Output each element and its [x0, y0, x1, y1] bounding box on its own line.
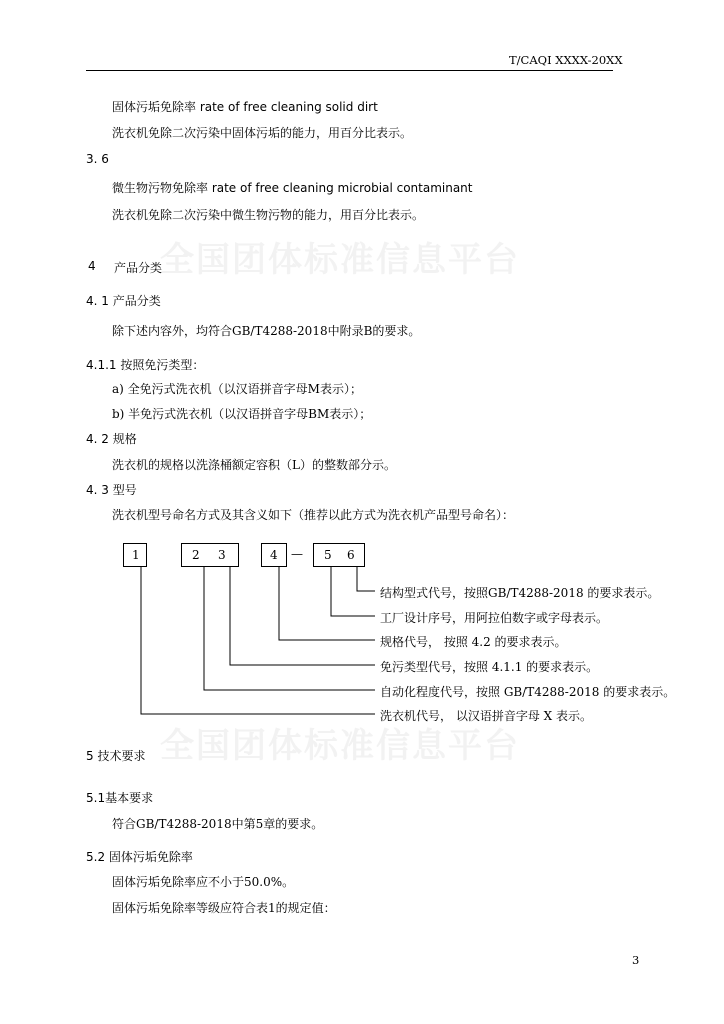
diagram-label-structure: 结构型式代号，按照GB/T4288-2018 的要求表示。: [380, 586, 660, 600]
heading-5: 5 技术要求: [86, 749, 146, 763]
diagram-label-type: 免污类型代号，按照 4.1.1 的要求表示。: [380, 660, 599, 674]
text-5-2-b: 固体污垢免除率等级应符合表1的规定值：: [112, 901, 336, 915]
page-number: 3: [632, 953, 640, 967]
heading-5-2: 5.2 固体污垢免除率: [86, 850, 193, 864]
list-item-a: a) 全免污式洗衣机（以汉语拼音字母M表示）；: [112, 382, 362, 396]
section-number-4: 4: [88, 259, 96, 273]
text-4-1: 除下述内容外，均符合GB/T4288-2018中附录B的要求。: [112, 324, 421, 338]
diagram-label-spec: 规格代号， 按照 4.2 的要求表示。: [380, 635, 567, 649]
diagram-label-washer: 洗衣机代号， 以汉语拼音字母 X 表示。: [380, 709, 592, 723]
diagram-box-4-label-b: 6: [347, 548, 355, 562]
text-5-1: 符合GB/T4288-2018中第5章的要求。: [112, 817, 324, 831]
heading-4-2: 4. 2 规格: [86, 432, 137, 446]
diagram-box-4-label-a: 5: [324, 548, 332, 562]
term-3-5: 固体污垢免除率 rate of free cleaning solid dirt: [112, 100, 378, 114]
section-title-4: 产品分类: [114, 261, 163, 275]
watermark-bottom: 全国团体标准信息平台: [160, 726, 520, 766]
header-code: T/CAQI XXXX-20XX: [509, 53, 623, 67]
diagram-box-3-label: 4: [270, 548, 278, 562]
text-4-2: 洗衣机的规格以洗涤桶额定容积（L）的整数部分示。: [112, 458, 396, 472]
definition-3-5: 洗衣机免除二次污染中固体污垢的能力，用百分比表示。: [112, 126, 413, 140]
definition-3-6: 洗衣机免除二次污染中微生物污物的能力，用百分比表示。: [112, 208, 425, 222]
section-number-3-6: 3. 6: [86, 152, 109, 166]
list-item-b: b) 半免污式洗衣机（以汉语拼音字母BM表示）；: [112, 407, 372, 421]
diagram-box-3: [261, 543, 287, 567]
text-5-2-a: 固体污垢免除率应不小于50.0%。: [112, 875, 295, 889]
diagram-box-2-label-a: 2: [192, 548, 200, 562]
diagram-label-factory: 工厂设计序号，用阿拉伯数字或字母表示。: [380, 611, 609, 625]
diagram-box-1-label: 1: [132, 548, 140, 562]
diagram-label-automation: 自动化程度代号，按照 GB/T4288-2018 的要求表示。: [380, 685, 676, 699]
term-3-6: 微生物污物免除率 rate of free cleaning microbial contaminant: [112, 181, 473, 195]
diagram-box-2-label-b: 3: [218, 548, 226, 562]
diagram-box-1: [123, 543, 147, 567]
text-4-3: 洗衣机型号命名方式及其含义如下（推荐以此方式为洗衣机产品型号命名）：: [112, 508, 515, 522]
watermark-top: 全国团体标准信息平台: [160, 240, 520, 280]
diagram-box-4: [313, 543, 365, 567]
heading-4-1-1: 4.1.1 按照免污类型：: [86, 358, 205, 372]
heading-5-1: 5.1基本要求: [86, 791, 154, 805]
heading-4-1: 4. 1 产品分类: [86, 294, 161, 308]
diagram-dash: —: [291, 547, 303, 561]
heading-4-3: 4. 3 型号: [86, 483, 137, 497]
diagram-box-2: [181, 543, 239, 567]
